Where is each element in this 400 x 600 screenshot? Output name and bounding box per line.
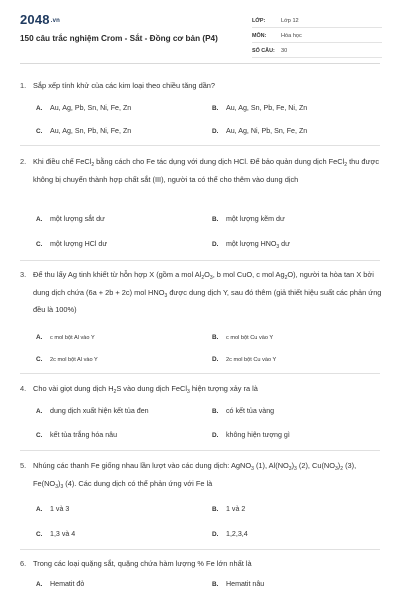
option-6a[interactable] [36,580,84,588]
option-letter: B. [212,408,219,415]
question-number: 3. [20,270,27,279]
question-4 [20,382,382,400]
question-divider [20,145,380,146]
meta-key: LỚP: [252,18,266,24]
option-text: c mol bột Al vào Y [50,335,95,341]
option-letter: D. [212,432,219,439]
option-2b[interactable] [212,215,285,223]
question-text: Khi điều chế FeCl$_2$ bằng cách cho Fe tác dụng với dung dịch HCl. Để bảo quản dung dịch FeCl$_2$ thu được không bị chuyển thành hợp chất sắt (III), người ta có thể cho thêm vào dung dịch [33,157,380,184]
option-text: không hiện tượng gì [226,431,290,439]
question-number: 2. [20,157,27,166]
option-5a[interactable] [36,505,69,513]
option-text: Au, Ag, Sn, Pb, Fe, Ni, Zn [226,104,308,112]
question-number: 4. [20,384,27,393]
question-number: 1. [20,81,27,90]
meta-key: MÔN: [252,33,267,39]
option-text: một lượng kẽm dư [226,215,285,223]
option-text: 1 và 3 [50,505,70,513]
option-letter: C. [36,241,43,248]
question-number: 5. [20,461,27,470]
option-letter: A. [36,216,43,223]
option-text: 2c mol bột Cu vào Y [226,357,277,363]
option-letter: B. [212,581,219,588]
question-5 [20,459,382,494]
option-3a[interactable] [36,334,95,341]
option-letter: C. [36,356,43,363]
option-3c[interactable] [36,356,98,363]
meta-row-count [252,45,382,58]
question-text: Nhúng các thanh Fe giống nhau lần lượt vào các dung dịch: AgNO$_3$ (1), $Al(NO_3)_3$ (2), $Cu(NO_3)_2$ (3), $Fe(NO_3)_3$ (4). Các dung dịch có thể phản ứng với Fe là [33,461,357,490]
option-letter: C. [36,128,43,135]
option-text: một lượng $HNO_3$ dư [226,240,290,250]
option-letter: A. [36,408,43,415]
option-4d[interactable] [212,431,290,439]
meta-key: SỐ CÂU: [252,48,275,54]
option-1d[interactable] [212,127,307,135]
meta-info [252,15,382,60]
option-letter: D. [212,356,219,363]
meta-value: Hóa học [281,33,302,39]
option-letter: D. [212,128,219,135]
question-text: Sắp xếp tính khử của các kim loại theo chiều tăng dần? [33,81,216,90]
option-letter: A. [36,581,43,588]
option-text: c mol bột Cu vào Y [226,335,274,341]
meta-row-class [252,15,382,28]
option-3b[interactable] [212,334,273,341]
question-divider [20,549,380,550]
option-text: 1,3 và 4 [50,530,76,538]
question-3 [20,268,382,317]
option-text: Au, Ag, Sn, Pb, Ni, Fe, Zn [50,127,132,135]
question-text: Để thu lấy Ag tinh khiết từ hỗn hợp X (gồm a mol $Al_2O_3$, b mol CuO, c mol $Ag_2O$), người ta hòa tan X bởi dung dịch chứa (6a + 2b + 2c) mol $HNO_3$ được dung dịch Y, sau đó thêm (giả thiết hiệu suất các phản ứng đều là 100%) [33,270,382,314]
option-letter: B. [212,105,219,112]
option-letter: C. [36,531,43,538]
site-logo[interactable] [20,12,60,27]
option-letter: B. [212,506,219,513]
option-text: một lượng sắt dư [50,215,105,223]
question-number: 6. [20,559,27,568]
option-3d[interactable] [212,356,276,363]
logo-text: 2048 [20,12,50,27]
option-letter: D. [212,531,219,538]
question-6 [20,557,382,571]
logo-suffix: .vn [50,17,61,24]
option-letter: A. [36,334,43,341]
option-5d[interactable] [212,530,248,538]
question-2 [20,155,382,186]
option-text: một lượng HCl dư [50,240,108,248]
option-letter: A. [36,506,43,513]
question-1 [20,79,382,93]
option-1c[interactable] [36,127,131,135]
option-letter: B. [212,334,219,341]
question-text: Trong các loại quặng sắt, quặng chứa hàm lượng % Fe lớn nhất là [33,559,252,568]
option-text: có kết tủa vàng [226,407,275,415]
option-text: kết tủa trắng hóa nâu [50,431,118,439]
option-text: dung dịch xuất hiện kết tủa đen [50,407,149,415]
option-text: Au, Ag, Pb, Sn, Ni, Fe, Zn [50,104,132,112]
option-2d[interactable] [212,240,290,250]
option-2c[interactable] [36,240,107,248]
option-text: 2c mol bột Al vào Y [50,357,98,363]
header-divider [20,63,380,64]
option-text: Hematit đỏ [50,580,85,588]
option-text: Au, Ag, Ni, Pb, Sn, Fe, Zn [226,127,308,135]
meta-row-subject [252,30,382,43]
option-1a[interactable] [36,104,131,112]
question-divider [20,260,380,261]
option-2a[interactable] [36,215,105,223]
option-letter: A. [36,105,43,112]
option-1b[interactable] [212,104,307,112]
page-title: 150 câu trắc nghiệm Crom - Sắt - Đồng cơ bản (P4) [20,34,218,43]
option-letter: D. [212,241,219,248]
option-letter: B. [212,216,219,223]
question-divider [20,450,380,451]
option-4b[interactable] [212,407,274,415]
question-divider [20,373,380,374]
option-4c[interactable] [36,431,117,439]
option-5b[interactable] [212,505,245,513]
option-6b[interactable] [212,580,264,588]
page-header [20,0,380,64]
option-text: 1 và 2 [226,505,246,513]
option-4a[interactable] [36,407,149,415]
meta-value: Lớp 12 [281,18,299,24]
option-text: 1,2,3,4 [226,530,248,538]
question-text: Cho vài giọt dung dịch $H_2S$ vào dung dịch FeCl$_3$ hiện tượng xảy ra là [33,384,258,395]
option-text: Hematit nâu [226,580,265,588]
option-5c[interactable] [36,530,75,538]
meta-value: 30 [281,48,288,54]
option-letter: C. [36,432,43,439]
